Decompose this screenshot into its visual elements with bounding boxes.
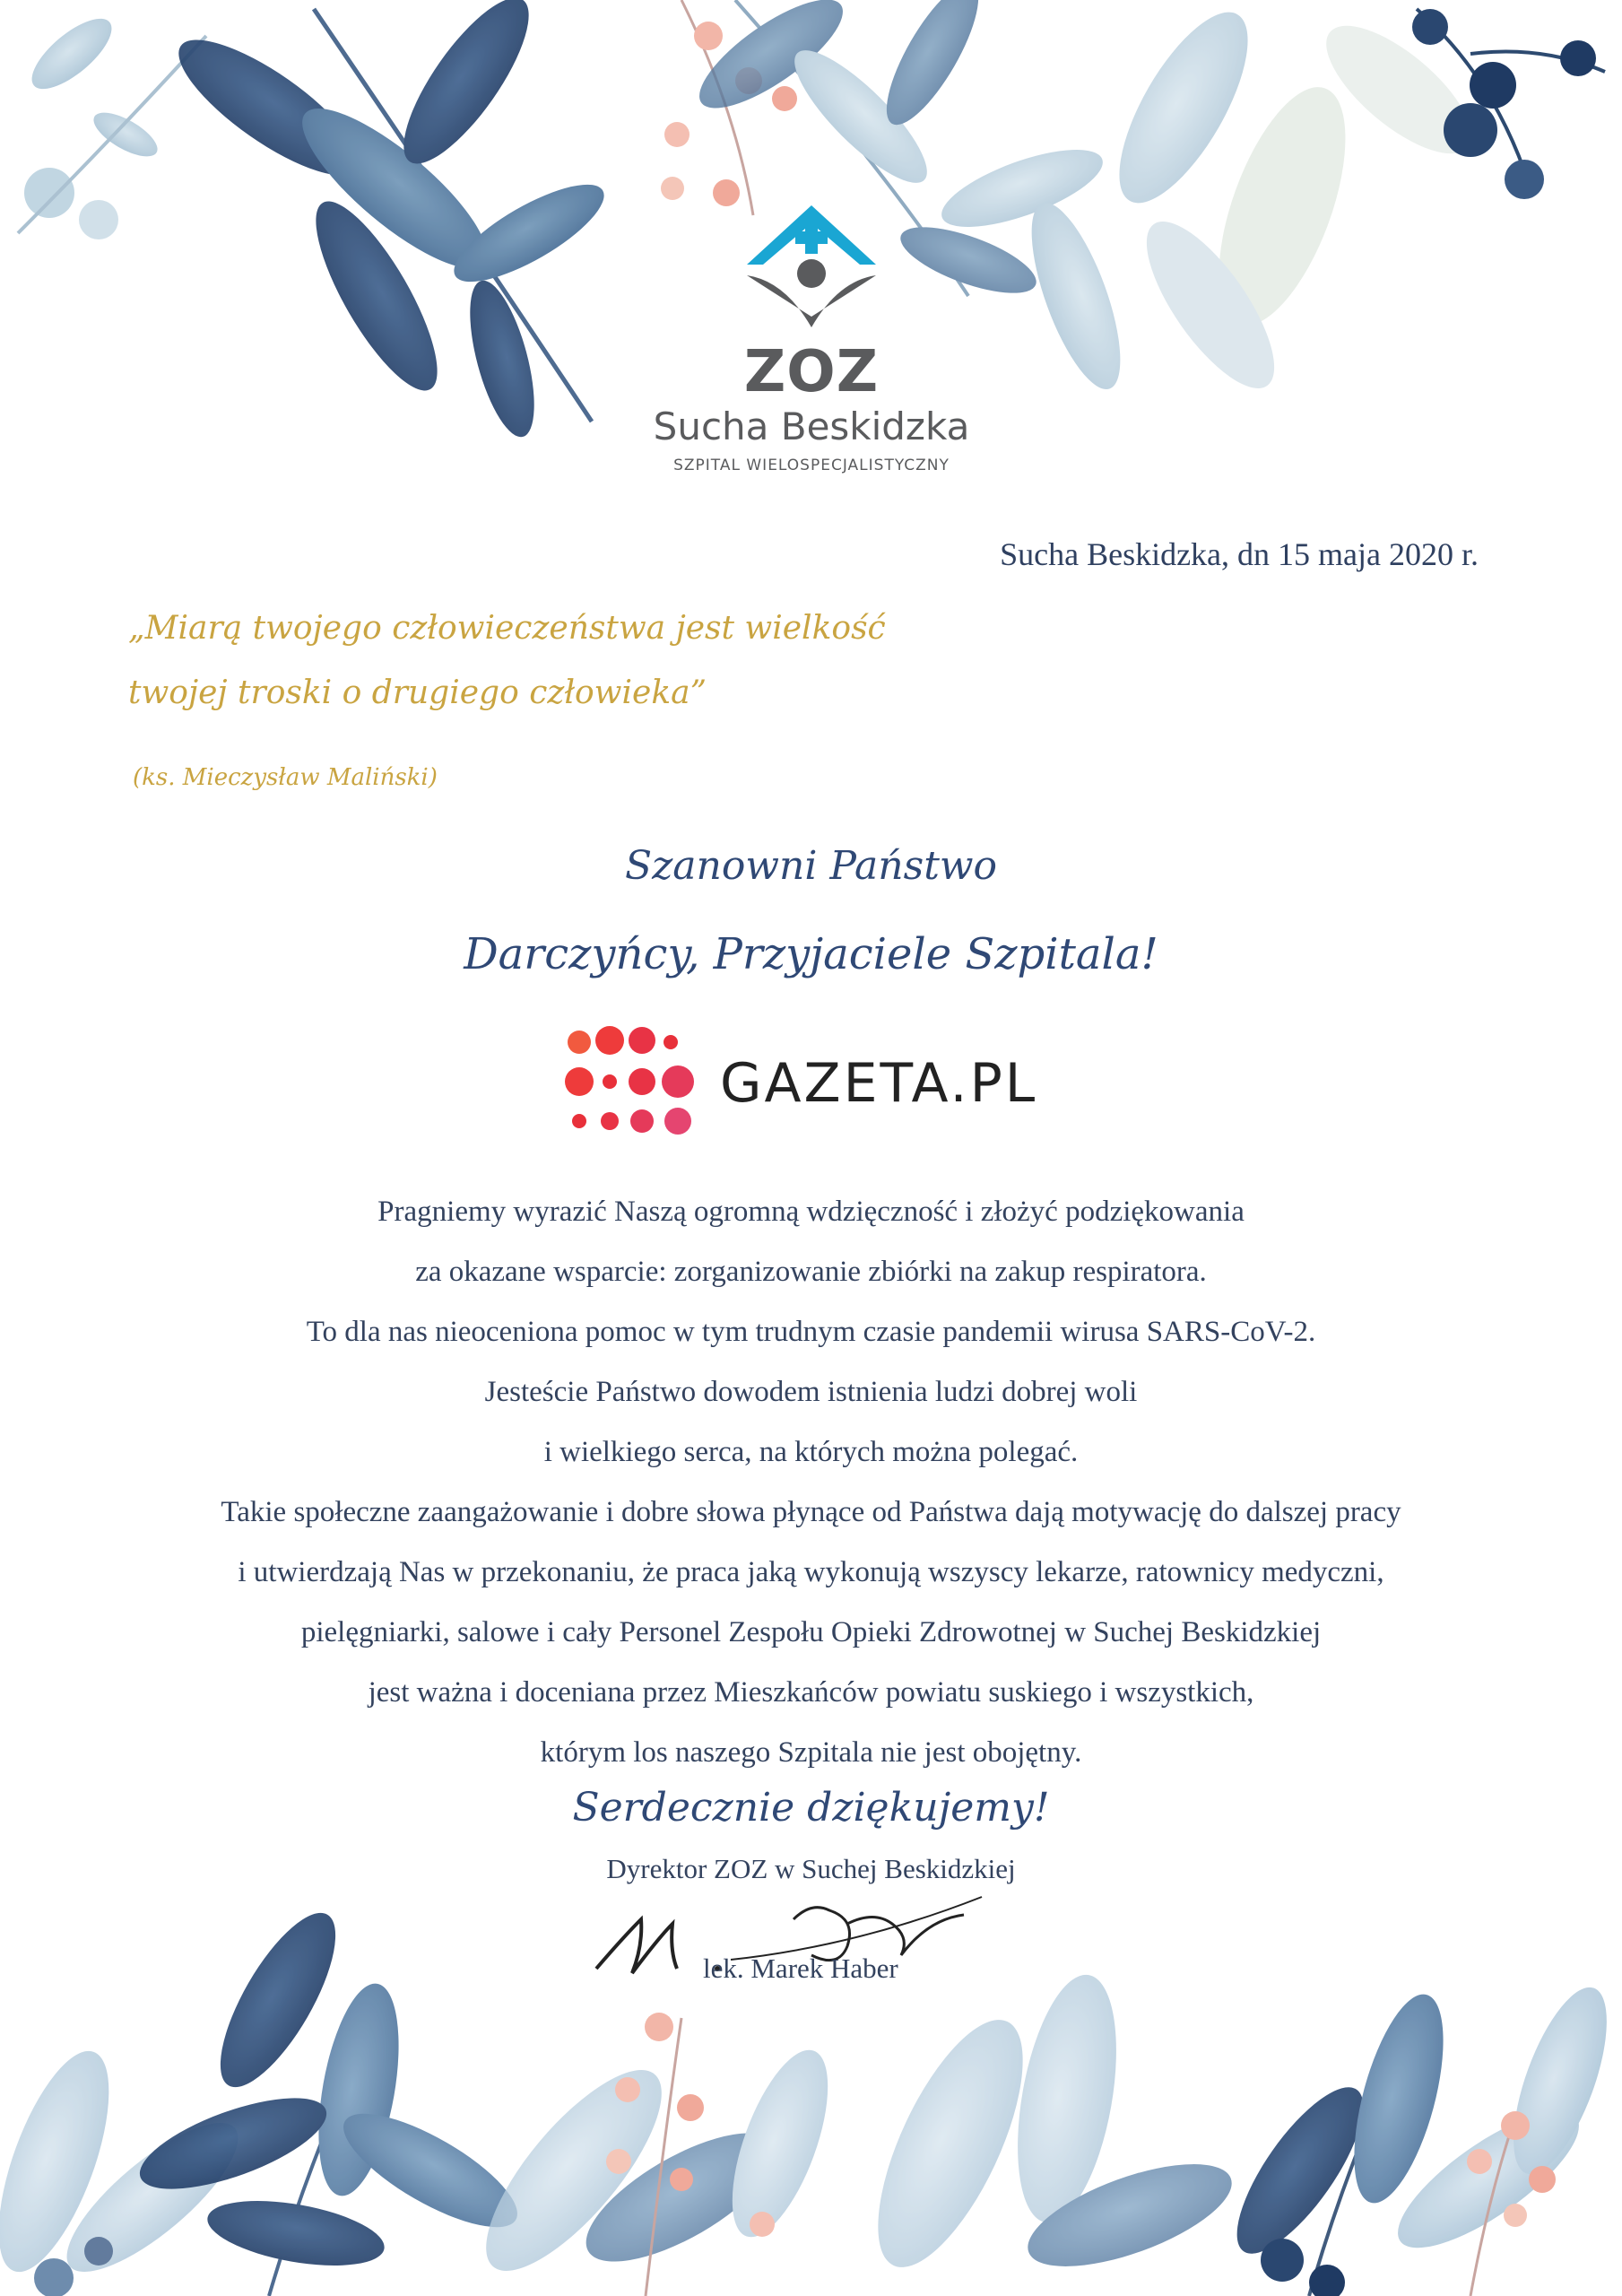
gazeta-dots-icon: [563, 1022, 707, 1148]
body-line: którym los naszego Szpitala nie jest obojętny.: [540, 1736, 1082, 1769]
director-title: Dyrektor ZOZ w Suchej Beskidzkiej: [606, 1853, 1016, 1884]
body-line: Pragniemy wyrazić Naszą ogromną wdzięczność i złożyć podziękowania: [377, 1196, 1245, 1228]
body-line: za okazane wsparcie: zorganizowanie zbiórki na zakup respiratora.: [415, 1256, 1207, 1288]
body-line: jest ważna i doceniana przez Mieszkańców powiatu suskiego i wszystkich,: [368, 1676, 1254, 1709]
letter-body: [0, 1182, 1622, 1783]
logo-subtitle: SZPITAL WIELOSPECJALISTYCZNY: [673, 457, 950, 474]
hospital-logo: [538, 193, 1085, 489]
body-line: i utwierdzają Nas w przekonaniu, że praca jaką wykonują wszyscy lekarze, ratownicy medyczni,: [238, 1556, 1384, 1588]
body-line: To dla nas nieoceniona pomoc w tym trudnym czasie pandemii wirusa SARS-CoV-2.: [306, 1316, 1316, 1348]
body-line: Takie społeczne zaangażowanie i dobre słowa płynące od Państwa dają motywację do dalszej pracy: [221, 1496, 1401, 1528]
signer-name: lek. Marek Haber: [703, 1952, 898, 1984]
body-line: Jesteście Państwo dowodem istnienia ludzi dobrej woli: [484, 1376, 1138, 1408]
motto-line-2: twojej troski o drugiego człowieka”: [128, 674, 707, 711]
body-line: i wielkiego serca, na których można polegać.: [543, 1436, 1079, 1468]
closing-thanks: Serdecznie dziękujemy!: [572, 1785, 1050, 1831]
salutation-recipients: Darczyńcy, Przyjaciele Szpitala!: [464, 929, 1158, 979]
salutation: Szanowni Państwo: [624, 843, 998, 889]
motto-author: (ks. Mieczysław Maliński): [133, 764, 438, 791]
floral-bottom-decoration: [0, 1874, 1622, 2296]
sponsor-logo: [563, 1022, 1083, 1148]
sponsor-name: GAZETA.PL: [720, 1052, 1038, 1115]
motto-quote: [128, 596, 917, 726]
letter-date: Sucha Beskidzka, dn 15 maja 2020 r.: [1000, 536, 1479, 572]
logo-title: ZOZ: [743, 339, 880, 405]
body-line: pielęgniarki, salowe i cały Personel Zespołu Opieki Zdrowotnej w Suchej Beskidzkiej: [300, 1616, 1322, 1648]
motto-line-1: „Miarą twojego człowieczeństwa jest wielkość: [128, 610, 886, 647]
hospital-logo-icon: [740, 202, 883, 336]
logo-city: Sucha Beskidzka: [653, 404, 970, 448]
